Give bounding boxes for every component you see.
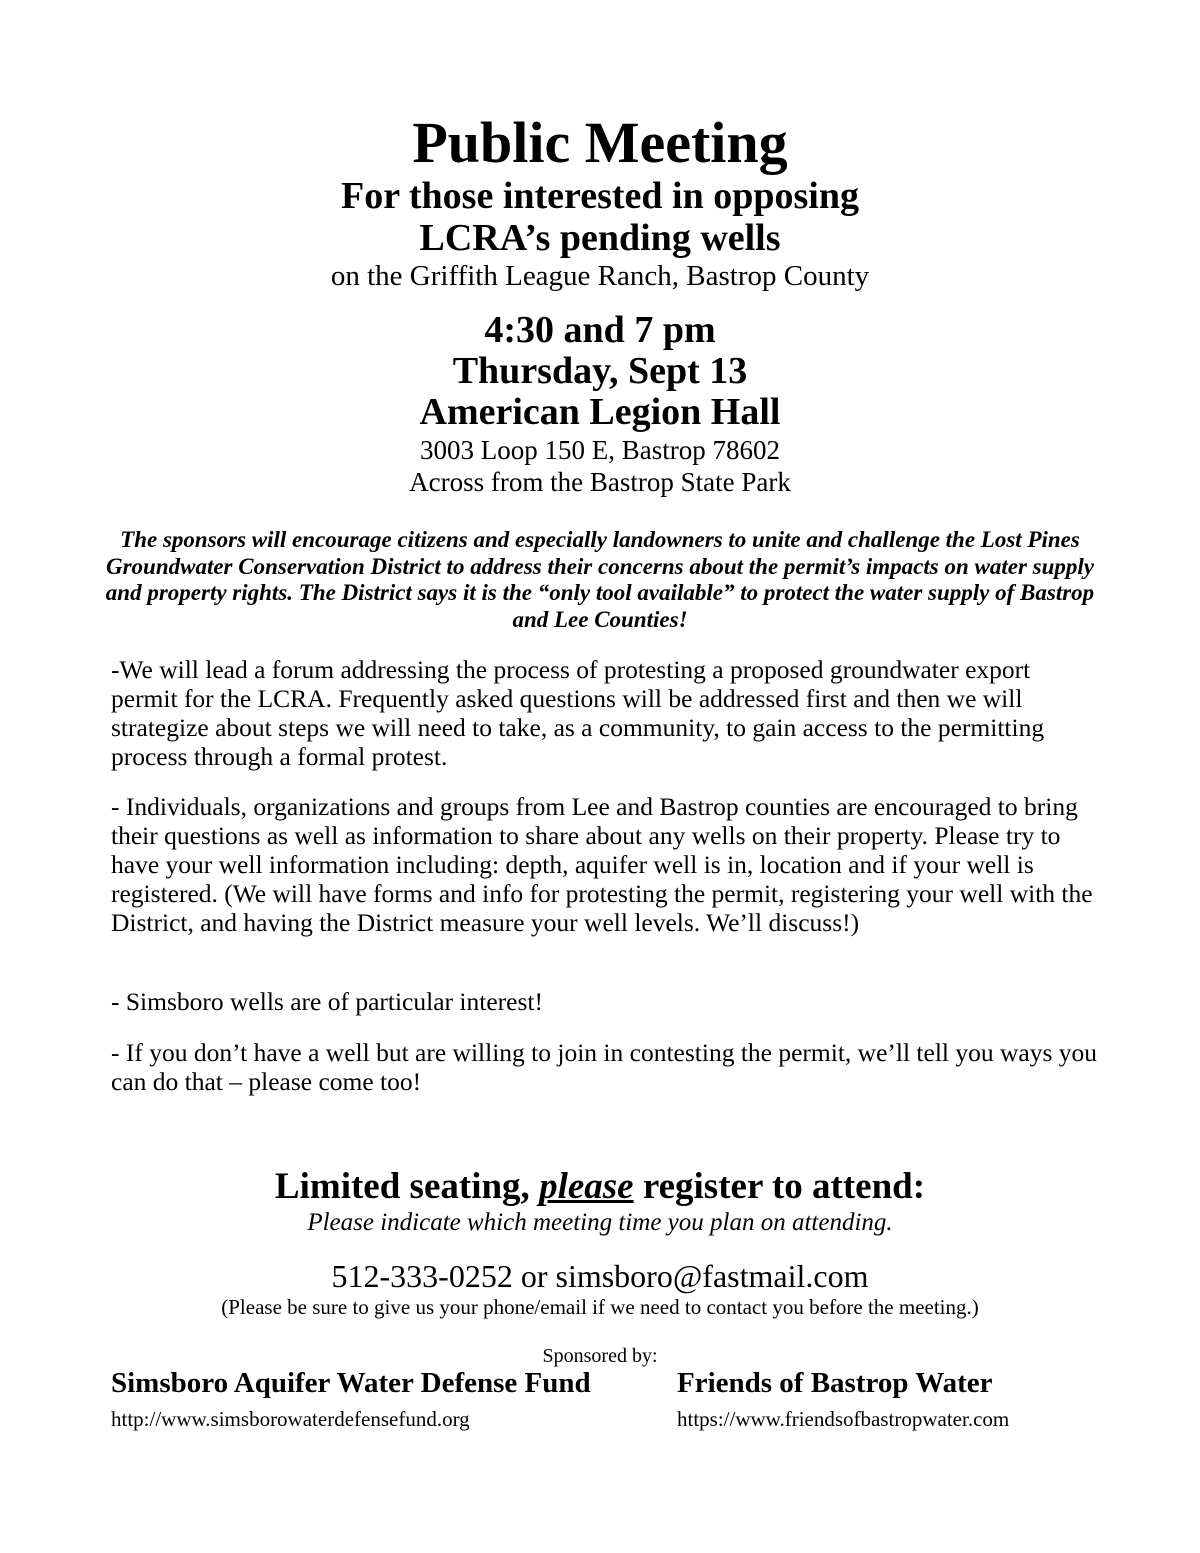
registration-contact: 512-333-0252 or simsboro@fastmail.com xyxy=(331,1258,869,1294)
subtitle-line-2: LCRA’s pending wells xyxy=(419,217,781,259)
event-venue: American Legion Hall xyxy=(419,391,781,433)
paragraph-participants: - Individuals, organizations and groups from Lee and Bastrop counties are encouraged to bring their questions as well as information to share about any wells on their property. Please try to have your well information including: depth, aquifer well is in, location and if your well is registered. (We will have forms and info for protesting the permit, registering your well with the District, and having the District measure your well levels. We’ll discuss!) xyxy=(111,792,1093,937)
sponsor-url-simsboro[interactable]: http://www.simsborowaterdefensefund.org xyxy=(111,1407,470,1431)
sponsor-url-friends[interactable]: https://www.friendsofbastropwater.com xyxy=(677,1407,1010,1431)
event-address: 3003 Loop 150 E, Bastrop 78602 xyxy=(420,435,780,465)
sponsor-name-friends: Friends of Bastrop Water xyxy=(677,1367,993,1399)
sponsor-name-simsboro: Simsboro Aquifer Water Defense Fund xyxy=(111,1367,591,1399)
page-title: Public Meeting xyxy=(412,110,788,175)
paragraph-no-well: - If you don’t have a well but are willing to join in contesting the permit, we’ll tell you ways you can do that – please come too! xyxy=(111,1038,1098,1096)
subtitle-line-1: For those interested in opposing xyxy=(341,175,859,217)
event-landmark: Across from the Bastrop State Park xyxy=(409,467,791,497)
registration-headline-after: register to attend: xyxy=(633,1166,926,1207)
registration-contact-note: (Please be sure to give us your phone/email if we need to contact you before the meeting.) xyxy=(221,1295,979,1319)
registration-headline-emphasis: please xyxy=(539,1166,634,1207)
paragraph-simsboro: - Simsboro wells are of particular interest! xyxy=(111,987,543,1016)
event-time: 4:30 and 7 pm xyxy=(484,309,716,351)
subtitle-line-3: on the Griffith League Ranch, Bastrop County xyxy=(330,260,870,292)
registration-headline-before: Limited seating, xyxy=(274,1166,540,1207)
registration-headline xyxy=(0,1165,1200,1209)
paragraph-forum: -We will lead a forum addressing the process of protesting a proposed groundwater export permit for the LCRA. Frequently asked questions will be addressed first and then we will strategize about steps we will need to take, as a community, to gain access to the permitting process through a formal protest. xyxy=(111,655,1045,771)
event-date: Thursday, Sept 13 xyxy=(452,350,748,392)
registration-instruction: Please indicate which meeting time you plan on attending. xyxy=(307,1209,893,1236)
sponsor-note: The sponsors will encourage citizens and especially landowners to unite and challenge the Lost Pines Groundwater Conservation District to address their concerns about the permit’s impacts on water supply and property rights. The District says it is the “only tool available” to protect the water supply of Bastrop and Lee Counties! xyxy=(105,527,1095,632)
sponsored-by-label: Sponsored by: xyxy=(542,1345,658,1367)
